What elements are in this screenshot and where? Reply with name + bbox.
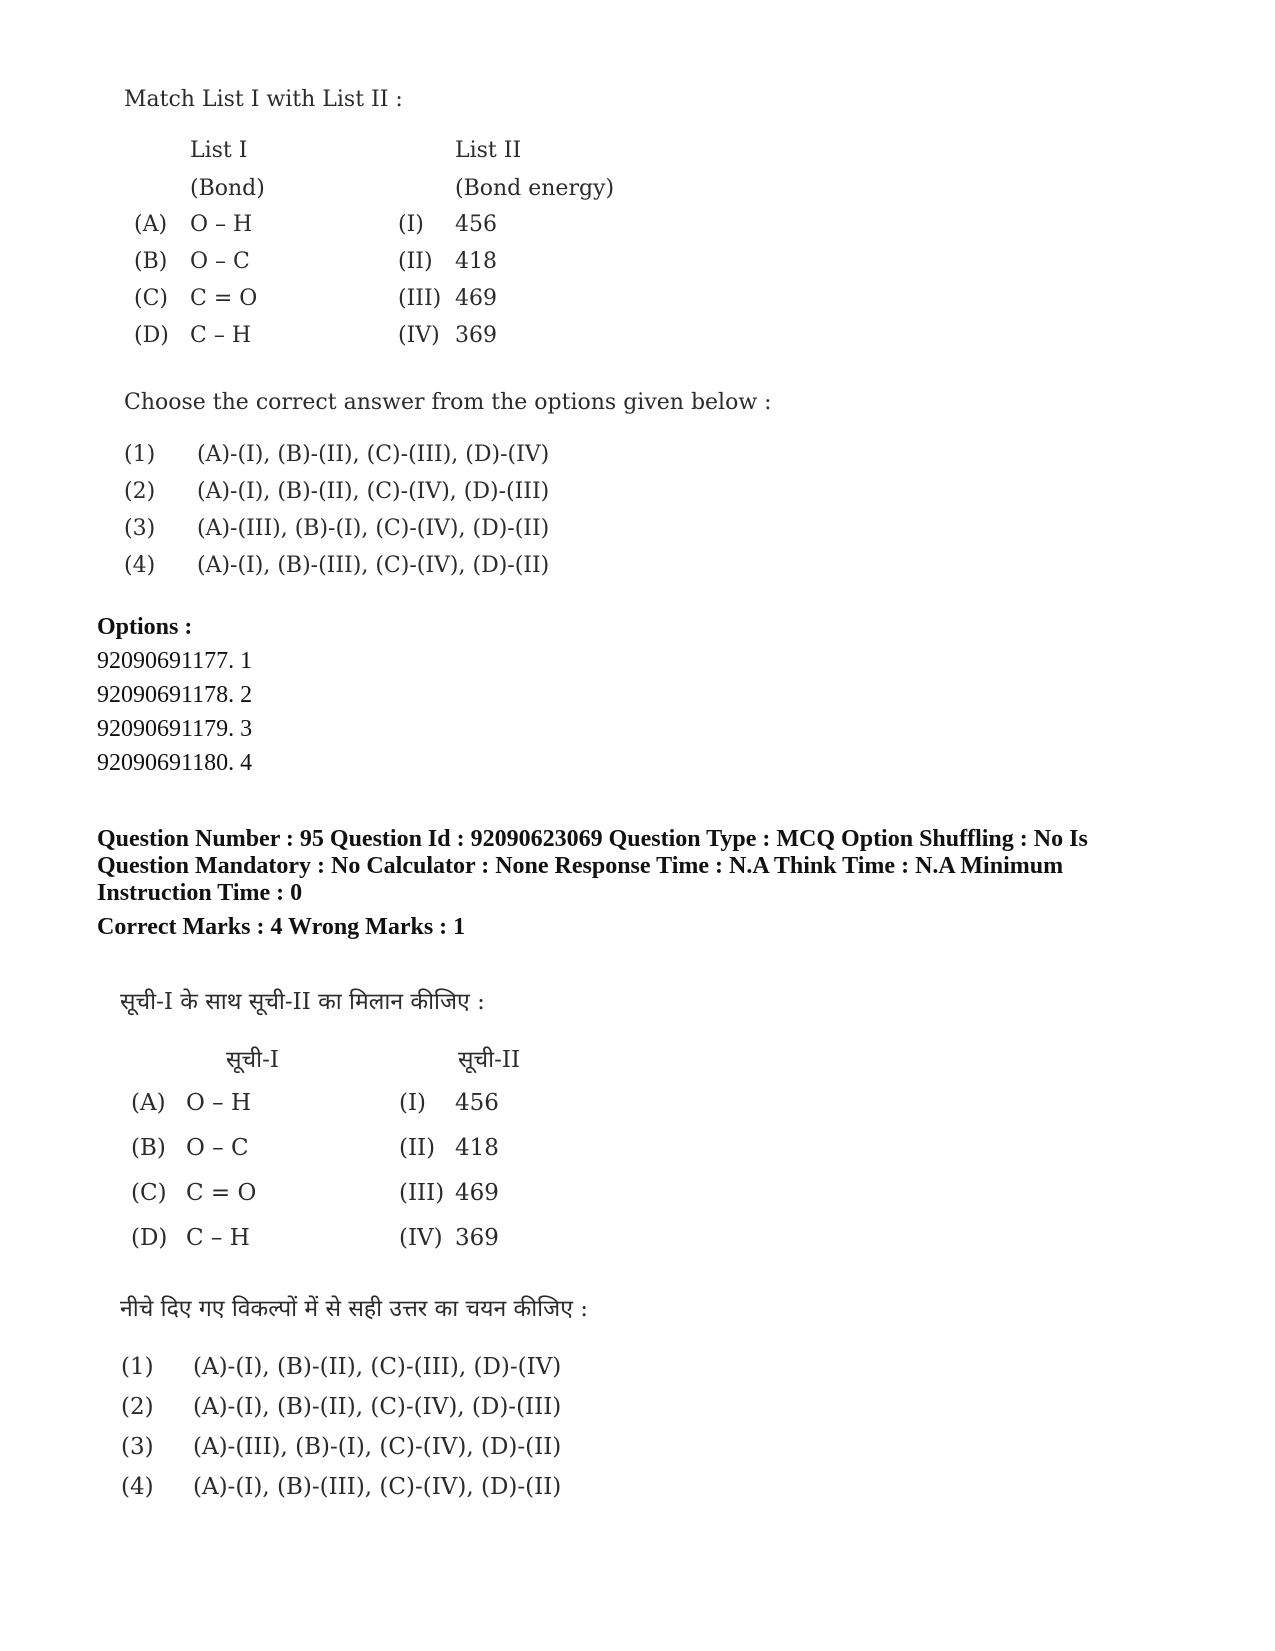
choice-number: (1) bbox=[124, 442, 156, 467]
row-energy: 456 bbox=[455, 212, 497, 237]
list2-heading: सूची-II bbox=[458, 1047, 521, 1073]
question-title: सूची-I के साथ सूची-II का मिलान कीजिए : bbox=[120, 989, 485, 1015]
choice-text: (A)-(I), (B)-(III), (C)-(IV), (D)-(II) bbox=[193, 1474, 562, 1500]
row-bond: O – C bbox=[186, 1135, 249, 1161]
instruction-text: नीचे दिए गए विकल्पों में से सही उत्तर का चयन कीजिए : bbox=[120, 1296, 588, 1322]
option-item: 92090691177. 1 bbox=[97, 648, 253, 674]
row-bond: O – C bbox=[190, 249, 250, 274]
options-heading: Options : bbox=[97, 614, 193, 640]
row-roman: (III) bbox=[399, 1180, 445, 1206]
choice-number: (4) bbox=[124, 553, 156, 578]
row-energy: 369 bbox=[455, 323, 497, 348]
row-bond: C = O bbox=[190, 286, 258, 311]
list1-heading: सूची-I bbox=[226, 1047, 279, 1073]
row-key: (C) bbox=[131, 1180, 167, 1206]
list1-subheading: (Bond) bbox=[190, 176, 265, 201]
row-energy: 369 bbox=[455, 1225, 499, 1251]
row-key: (D) bbox=[131, 1225, 168, 1251]
row-roman: (II) bbox=[399, 1135, 436, 1161]
row-energy: 469 bbox=[455, 286, 497, 311]
choice-number: (3) bbox=[124, 516, 156, 541]
choice-text: (A)-(I), (B)-(II), (C)-(III), (D)-(IV) bbox=[193, 1354, 562, 1380]
row-key: (C) bbox=[134, 286, 168, 311]
row-bond: O – H bbox=[190, 212, 253, 237]
row-energy: 418 bbox=[455, 249, 497, 274]
choice-text: (A)-(III), (B)-(I), (C)-(IV), (D)-(II) bbox=[197, 516, 550, 541]
choice-number: (3) bbox=[121, 1434, 154, 1460]
row-roman: (III) bbox=[398, 286, 442, 311]
row-energy: 469 bbox=[455, 1180, 499, 1206]
row-roman: (I) bbox=[398, 212, 424, 237]
row-bond: C – H bbox=[190, 323, 252, 348]
option-item: 92090691178. 2 bbox=[97, 682, 253, 708]
option-item: 92090691179. 3 bbox=[97, 716, 253, 742]
choice-text: (A)-(I), (B)-(II), (C)-(IV), (D)-(III) bbox=[197, 479, 550, 504]
choice-text: (A)-(I), (B)-(II), (C)-(IV), (D)-(III) bbox=[193, 1394, 562, 1420]
option-item: 92090691180. 4 bbox=[97, 750, 253, 776]
row-bond: C = O bbox=[186, 1180, 257, 1206]
row-roman: (II) bbox=[398, 249, 433, 274]
list2-subheading: (Bond energy) bbox=[455, 176, 615, 201]
choice-number: (1) bbox=[121, 1354, 154, 1380]
choice-text: (A)-(I), (B)-(II), (C)-(III), (D)-(IV) bbox=[197, 442, 550, 467]
row-roman: (IV) bbox=[398, 323, 440, 348]
choice-number: (2) bbox=[121, 1394, 154, 1420]
instruction-text: Choose the correct answer from the options given below : bbox=[124, 390, 772, 415]
marks-line: Correct Marks : 4 Wrong Marks : 1 bbox=[97, 914, 466, 940]
row-key: (B) bbox=[134, 249, 168, 274]
row-bond: O – H bbox=[186, 1090, 252, 1116]
row-energy: 418 bbox=[455, 1135, 499, 1161]
meta-line-2: Question Mandatory : No Calculator : None Response Time : N.A Think Time : N.A Minimum bbox=[97, 853, 1064, 879]
choice-number: (4) bbox=[121, 1474, 154, 1500]
meta-line-1: Question Number : 95 Question Id : 92090623069 Question Type : MCQ Option Shuffling : No Is bbox=[97, 826, 1088, 852]
choice-text: (A)-(I), (B)-(III), (C)-(IV), (D)-(II) bbox=[197, 553, 550, 578]
row-key: (D) bbox=[134, 323, 169, 348]
row-key: (B) bbox=[131, 1135, 166, 1161]
question-title: Match List I with List II : bbox=[124, 87, 403, 112]
list1-heading: List I bbox=[190, 138, 248, 163]
list2-heading: List II bbox=[455, 138, 522, 163]
row-roman: (IV) bbox=[399, 1225, 443, 1251]
meta-line-3: Instruction Time : 0 bbox=[97, 880, 303, 906]
row-key: (A) bbox=[134, 212, 168, 237]
choice-number: (2) bbox=[124, 479, 156, 504]
choice-text: (A)-(III), (B)-(I), (C)-(IV), (D)-(II) bbox=[193, 1434, 562, 1460]
row-roman: (I) bbox=[399, 1090, 427, 1116]
row-energy: 456 bbox=[455, 1090, 499, 1116]
row-bond: C – H bbox=[186, 1225, 250, 1251]
row-key: (A) bbox=[131, 1090, 166, 1116]
